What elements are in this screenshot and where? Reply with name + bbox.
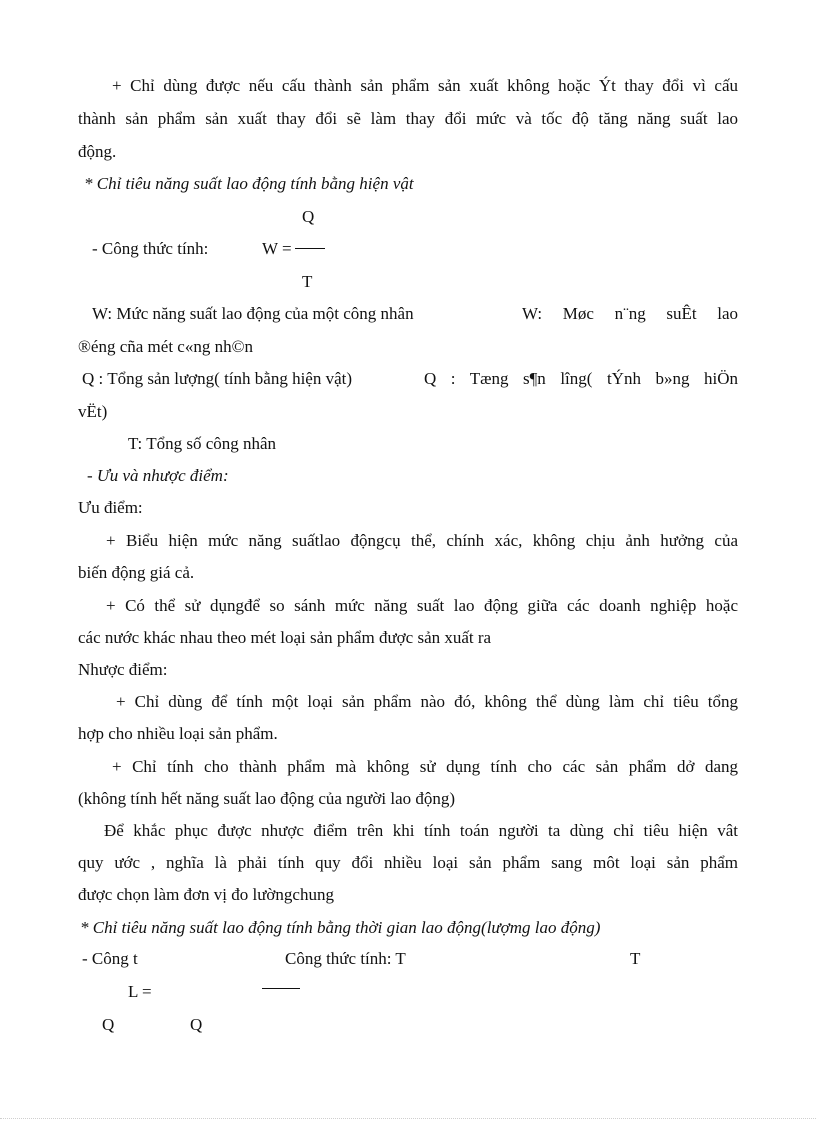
formula-label: - Công t [82, 949, 138, 968]
paragraph-line: quy ước , nghĩa là phải tính quy đổi nhiều loại sản phẩm sang môt loại sản phẩm [78, 853, 738, 872]
formula-denominator: T [302, 272, 313, 291]
definition-w-legacy: W: Møc n¨ng suÊt lao [522, 304, 738, 323]
paragraph-line: thành sản phẩm sản xuất thay đổi sẽ làm thay đổi mức và tốc độ tăng năng suất lao [78, 109, 738, 128]
formula-lhs: L = [128, 982, 152, 1001]
page-bottom-border [0, 1118, 816, 1119]
fraction-bar [295, 248, 325, 249]
paragraph-line: biến động giá cả. [78, 563, 195, 582]
paragraph-line: + Chỉ dùng được nếu cấu thành sản phẩm sản xuất không hoặc Ýt thay đổi vì cấu [112, 76, 738, 95]
paragraph-line: hợp cho nhiều loại sản phẩm. [78, 724, 278, 743]
formula-label: - Công thức tính: [92, 239, 209, 258]
formula-lhs: W = [262, 239, 292, 258]
cons-heading: Nhược điểm: [78, 660, 168, 679]
definition-t: T: Tổng số công nhân [128, 434, 277, 453]
subheading-pros-cons: - Ưu và nhược điểm: [87, 466, 229, 485]
definition-w: W: Mức năng suất lao động của một công nhân [92, 304, 414, 323]
paragraph-line: (không tính hết năng suất lao động của người lao động) [78, 789, 456, 808]
formula-numerator: Q [302, 207, 315, 226]
formula-label: Công thức tính: T [285, 949, 406, 968]
definition-q: Q : Tổng sản lượng( tính bằng hiện vật) [82, 369, 353, 388]
paragraph-line: các nước khác nhau theo mét loại sản phẩm được sản xuất ra [78, 628, 492, 647]
paragraph-line: + Chỉ tính cho thành phẩm mà không sử dụng tính cho các sản phẩm dở dang [112, 757, 738, 776]
formula-denominator: Q [102, 1015, 115, 1034]
paragraph-line: + Chỉ dùng để tính một loại sản phẩm nào đó, không thể dùng làm chỉ tiêu tổng [116, 692, 738, 711]
formula-denominator: Q [190, 1015, 203, 1034]
paragraph-line: Để khắc phục được nhược điểm trên khi tính toán người ta dùng chỉ tiêu hiện vât [104, 821, 738, 840]
paragraph-line: + Có thể sử dụngđể so sánh mức năng suất lao động giữa các doanh nghiệp hoặc [106, 596, 738, 615]
definition-w-legacy-cont: ®éng cña mét c«ng nh©n [78, 337, 254, 356]
definition-q-legacy: Q : Tæng s¶n lîng( tÝnh b»ng hiÖn [424, 369, 738, 388]
section-heading: * Chỉ tiêu năng suất lao động tính bằng thời gian lao động(lượmg lao động) [80, 918, 601, 937]
paragraph-line: + Biểu hiện mức năng suấtlao độngcụ thể, chính xác, không chịu ảnh hưởng của [106, 531, 738, 550]
fraction-bar [262, 988, 300, 989]
definition-q-legacy-cont: vËt) [78, 402, 108, 421]
paragraph-line: động. [78, 142, 117, 161]
formula-numerator: T [630, 949, 641, 968]
section-heading: * Chỉ tiêu năng suất lao động tính bằng hiện vật [84, 174, 414, 193]
pros-heading: Ưu điểm: [78, 498, 143, 517]
paragraph-line: được chọn làm đơn vị đo lườngchung [78, 885, 334, 904]
